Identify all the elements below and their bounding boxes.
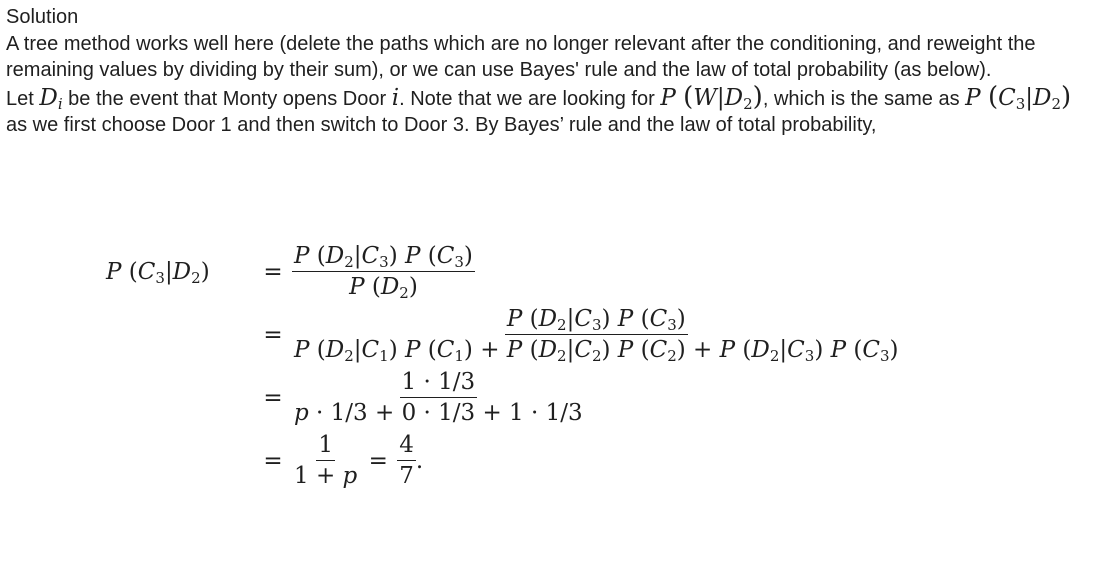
math-P-C3-given-D2: P $(C_3|D_2)$ xyxy=(965,81,1072,113)
tree-method-text: A tree method works well here (delete the paths which are no longer relevant after the conditioning, and reweight the remaining values by dividing by their sum), or we can use Bayes' rule and the law of total probability (as below). xyxy=(6,32,1036,81)
equation-lhs: P $(C_3|D_2)$ xyxy=(106,258,210,287)
fraction-numeric: $\frac{1 \cdot 1/3}{p \cdot 1/3 + 0 \cdot 1/3 + 1 \cdot 1/3}$ xyxy=(294,369,583,426)
math-i: i xyxy=(391,84,400,111)
equation-line-1: P $(C_3|D_2)$ = $\frac{P (D_2|C_3) P (C_3)}{P (D_2)}$ xyxy=(106,243,473,302)
event-definition-text: Let $D_i$ be the event that Monty opens Door i. Note that we are looking for P $(W|D_2)$, which is the same as P $(C_3|D_2)$ as we first choose Door 1 and then switch to Door 3. By Bayes’ rule and the law of total probability, xyxy=(6,81,1072,136)
fraction-total-probability: $\frac{P (D_2|C_3) P (C_3)}{P (D_2|C_1) P (C_1) + P (D_2|C_2) P (C_2) + P (D_2|C_3) P (C_3)}$ xyxy=(294,306,899,365)
fraction-bayes: $\frac{P (D_2|C_3) P (C_3)}{P (D_2)}$ xyxy=(294,243,473,302)
math-Di: $D_i$ xyxy=(39,84,63,113)
fraction-result: $\frac{4}{7}$ xyxy=(399,432,414,489)
equation-line-4: = $\frac{1}{1 + p}$ = $\frac{4}{7}$ . xyxy=(263,432,424,489)
equation-line-2: = $\frac{P (D_2|C_3) P (C_3)}{P (D_2|C_1) P (C_1) + P (D_2|C_2) P (C_2) + P (D_2|C_3) P (C_3)}$ xyxy=(263,306,899,365)
equation-line-3: = $\frac{1 \cdot 1/3}{p \cdot 1/3 + 0 \cdot 1/3 + 1 \cdot 1/3}$ xyxy=(263,369,583,426)
fraction-simplified: $\frac{1}{1 + p}$ xyxy=(294,432,358,489)
intro-paragraph xyxy=(6,31,1096,139)
math-P-W-given-D2: P $(W|D_2)$ xyxy=(660,81,763,113)
solution-document xyxy=(6,4,1096,139)
bayes-equation xyxy=(106,243,901,495)
solution-heading: Solution xyxy=(6,6,79,28)
